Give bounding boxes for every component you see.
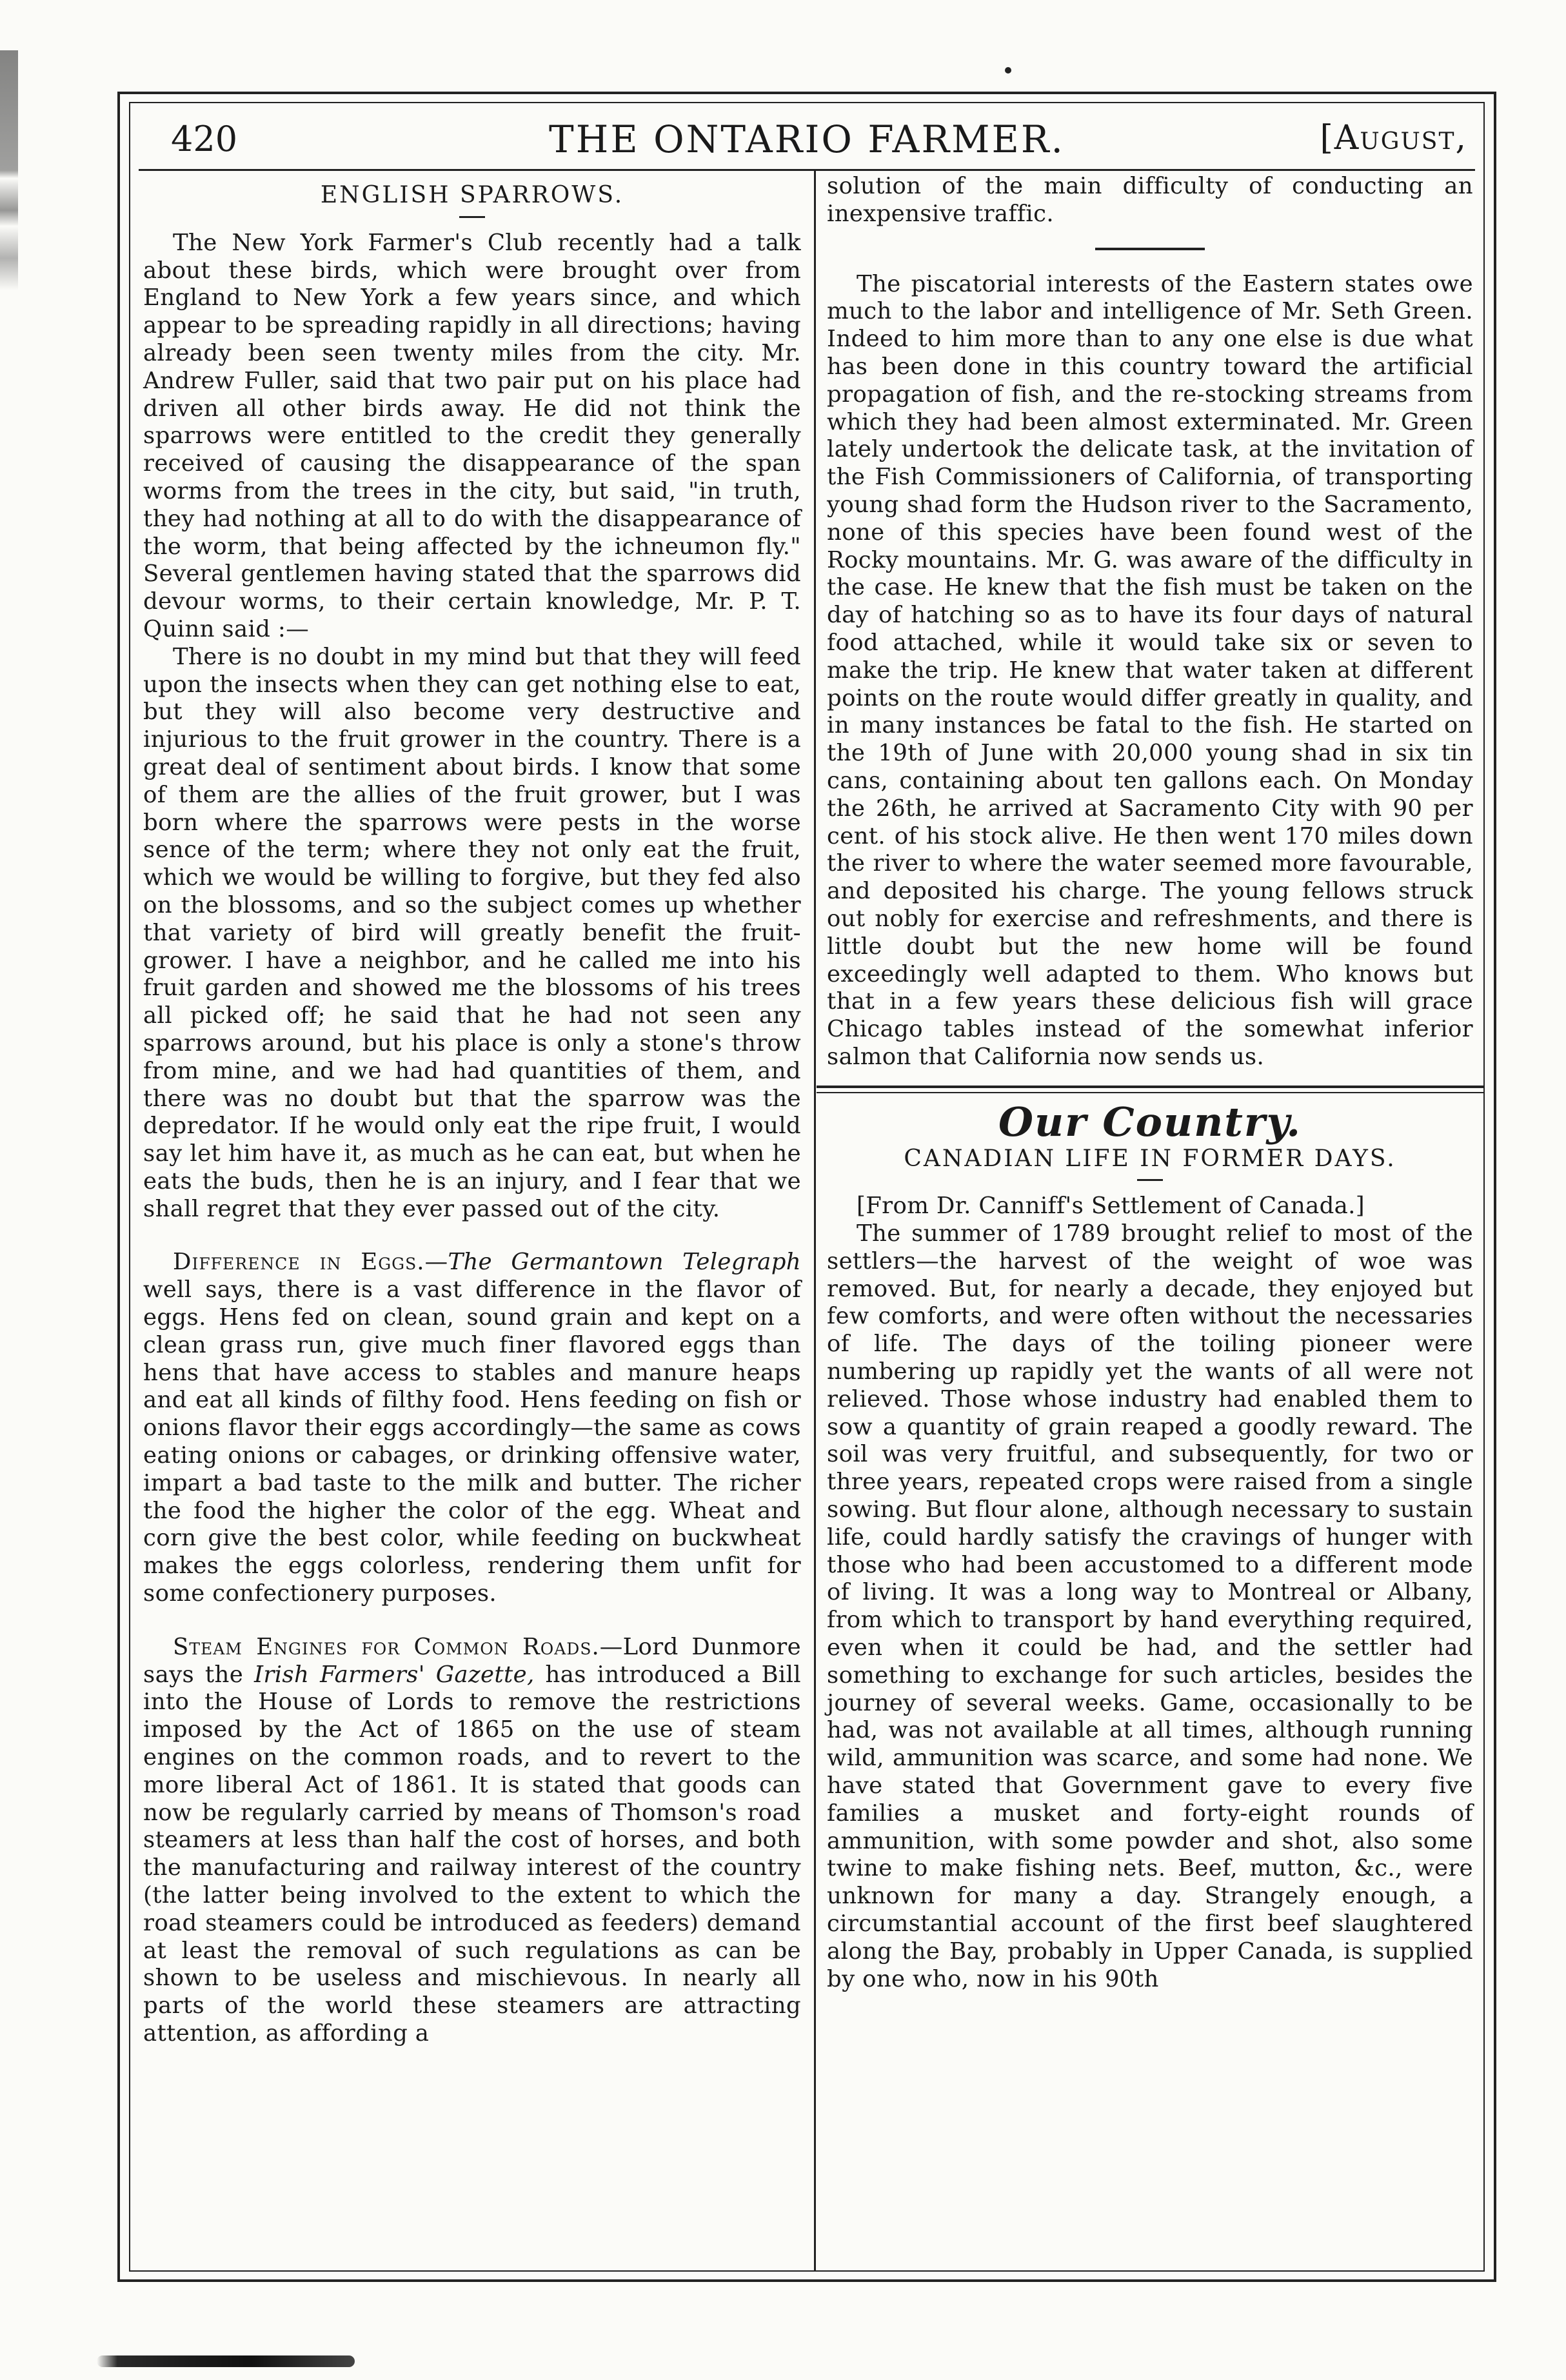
source-line: [From Dr. Canniff's Settlement of Canada.] (857, 1193, 1365, 1220)
steam-lead: Steam Engines for Common Roads. (173, 1633, 600, 1660)
eggs-text: well says, there is a vast difference in the flavor of eggs. Hens fed on clean, sound grain and kept on a clean grass run, give much finer flavored eggs than hens that have access to stables and manure heaps and eat all kinds of filthy food. Hens feeding on fish or onions flavor their eggs accordingly—the same as cows eating onions or cabages, or drinking offensive water, impart a bad taste to the milk and butter. The richer the food the higher the color of the egg. Wheat and corn give the best color, while feeding on buckwheat makes the eggs colorless, rendering them unfit for some confectionery purposes. (143, 1276, 801, 1607)
scan-bottom-mark (97, 2355, 355, 2367)
sparrows-paragraph-1: The New York Farmer's Club recently had a talk about these birds, which were brought over from England to New York a few years since, and which appear to be spreading rapidly in all directions; having already been seen twenty miles from the city. Mr. Andrew Fuller, said that two pair put on his place had driven all other birds away. He did not think the sparrows were entitled to the credit they generally received of causing the disappearance of the span worms from the trees in the city, but said, "in truth, they had nothing at all to do with the disappearance of the worm, that being affected by the ichneumon fly." Several gentlemen having stated that the sparrows did devour worms, to their certain knowledge, Mr. P. T. Quinn said :— (143, 229, 801, 642)
journal-title: THE ONTARIO FARMER. (549, 117, 1065, 161)
steam-text-a: Lord Dunmore says the (143, 1633, 801, 1688)
continuation-text: solution of the main difficulty of conducting an inexpensive traffic. (827, 173, 1473, 227)
eggs-paragraph: Difference in Eggs.—The Germantown Telegraph well says, there is a vast difference in the flavor of eggs. Hens fed on clean, sound grain and kept on a clean grass run, give much finer flavored eggs than hens that have access to stables and manure heaps and eat all kinds of filthy food. Hens feeding on fish or onions flavor their eggs accordingly—the same as cows eating onions or cabages, or drinking offensive water, impart a bad taste to the milk and butter. The richer the food the higher the color of the egg. Wheat and corn give the best color, while feeding on buckwheat makes the eggs colorless, rendering them unfit for some confectionery purposes. (143, 1249, 801, 1607)
left-column (143, 173, 801, 2048)
section-double-rule (817, 1086, 1483, 1093)
eggs-lead: Difference in Eggs. (173, 1249, 425, 1276)
canadian-life-heading: CANADIAN LIFE IN FORMER DAYS. (904, 1145, 1396, 1172)
heading-dash (1137, 1179, 1163, 1181)
right-column (827, 173, 1473, 1993)
sparrows-heading: ENGLISH SPARROWS. (320, 182, 624, 208)
section-title: Our Country. (998, 1098, 1302, 1145)
heading-dash (459, 216, 485, 218)
steam-paragraph: Steam Engines for Common Roads.—Lord Dunmore says the Irish Farmers' Gazette, has introduced a Bill into the House of Lords to remove the restrictions imposed by the Act of 1865 on the use of steam engines on the common roads, and to revert to the more liberal Act of 1861. It is stated that goods can now be regularly carried by means of Thomson's road steamers at less than half the cost of horses, and both the manufacturing and railway interest of the country (the latter being involved to the extent to which the road steamers could be introduced as feeders) demand at least the removal of such regulations as can be shown to be useless and mischievous. In nearly all parts of the world these steamers are attracting attention, as affording a (143, 1633, 802, 2047)
fish-paragraph: The piscatorial interests of the Eastern states owe much to the labor and intelligence of Mr. Seth Green. Indeed to him more than to any one else is due what has been done in this country toward the artificial propagation of fish, and the re-stocking streams from which they had been almost exterminated. Mr. Green lately undertook the delicate task, at the invitation of the Fish Commissioners of California, of transporting young shad form the Hudson river to the Sacramento, none of this species have been found west of the Rocky mountains. Mr. G. was aware of the difficulty in the case. He knew that the fish must be taken on the day of hatching so as to have its four days of natural food attached, while it would take six or seven to make the trip. He knew that water taken at different points on the route would differ greatly in quality, and in many instances be fatal to the fish. He started on the 19th of June with 20,000 young shad in six tin cans, containing about ten gallons each. On Monday the 26th, he arrived at Sacramento City with 90 per cent. of his stock alive. He then went 170 miles down the river to where the water seemed more favourable, and deposited his charge. The young fellows struck out nobly for exercise and refreshments, and there is little doubt but the new home will be found exceedingly well adapted to them. Who knows but that in a few years these delicious fish will grace Chicago tables instead of the somewhat inferior salmon that California now sends us. (827, 270, 1473, 1070)
issue-month: [August, (1320, 119, 1467, 157)
article-separator (1095, 248, 1205, 250)
page-header (139, 110, 1475, 163)
print-speck (1005, 67, 1011, 74)
article-gap (143, 1608, 801, 1634)
header-rule (139, 169, 1475, 171)
steam-text-b: has introduced a Bill into the House of Lords to remove the restrictions imposed by the Act of 1865 on the use of steam engines on the common roads, and to revert to the more liberal Act of 1861. It is stated that goods can now be regularly carried by means of Thomson's road steamers at less than half the cost of horses, and both the manufacturing and railway interest of the country (the latter being involved to the extent to which the road steamers could be introduced as feeders) demand at least the removal of such regulations as can be shown to be useless and mischievous. In nearly all parts of the world these steamers are attracting attention, as affording a (143, 1661, 802, 2047)
column-divider (814, 171, 816, 2272)
eggs-source: The Germantown Telegraph (448, 1249, 801, 1276)
article-gap (143, 1223, 801, 1249)
canadian-life-text: The summer of 1789 brought relief to most of the settlers—the harvest of the weight of woe was removed. But, for nearly a decade, they enjoyed but few comforts, and were often without the necessaries of life. The days of the toiling pioneer were numbering up rapidly yet the wants of all were not relieved. Those whose industry had enabled them to sow a quantity of grain reaped a goodly reward. The soil was very fruitful, and subsequently, for two or three years, repeated crops were raised from a single sowing. But flour alone, although necessary to sustain life, could hardly satisfy the cravings of hunger with those who had been accustomed to a different mode of living. It was a long way to Montreal or Albany, from which to transport by hand everything required, even when it could be had, and the settler had something to exchange for such articles, besides the journey of several weeks. Game, occasionally to be had, was not available at all times, although running wild, ammunition was scarce, and some had none. We have stated that Government gave to every five families a musket and forty-eight rounds of ammunition, with some powder and shot, also some twine to make fishing nets. Beef, mutton, &c., were unknown for many a day. Strangely enough, a circumstantial account of the first beef slaughtered along the Bay, probably in Upper Canada, is supplied by one who, now in his 90th (827, 1220, 1473, 1992)
page-number: 420 (171, 119, 238, 159)
sparrows-paragraph-2: There is no doubt in my mind but that they will feed upon the insects when they can get nothing else to eat, but they will also become very destructive and injurious to the fruit grower in the country. There is a great deal of sentiment about birds. I know that some of them are the allies of the fruit grower, but I was born where the sparrows were pests in the worse sence of the term; where they not only eat the fruit, which we would be willing to forgive, but they fed also on the blossoms, and so the subject comes up whether that variety of bird will greatly benefit the fruit-grower. I have a neighbor, and he called me into his fruit garden and showed me the blossoms of his trees all picked off; he said that he had not seen any sparrows around, but his place is only a stone's throw from mine, and we had had quantities of them, and there was no doubt but that the sparrow was the depredator. If he would only eat the ripe fruit, I would say let him have it, as much as he can eat, but when he eats the buds, then he is an injury, and I fear that we shall regret that they ever passed out of the city. (143, 643, 801, 1222)
steam-source: Irish Farmers' Gazette, (254, 1661, 535, 1688)
scan-edge-mark (0, 50, 18, 450)
